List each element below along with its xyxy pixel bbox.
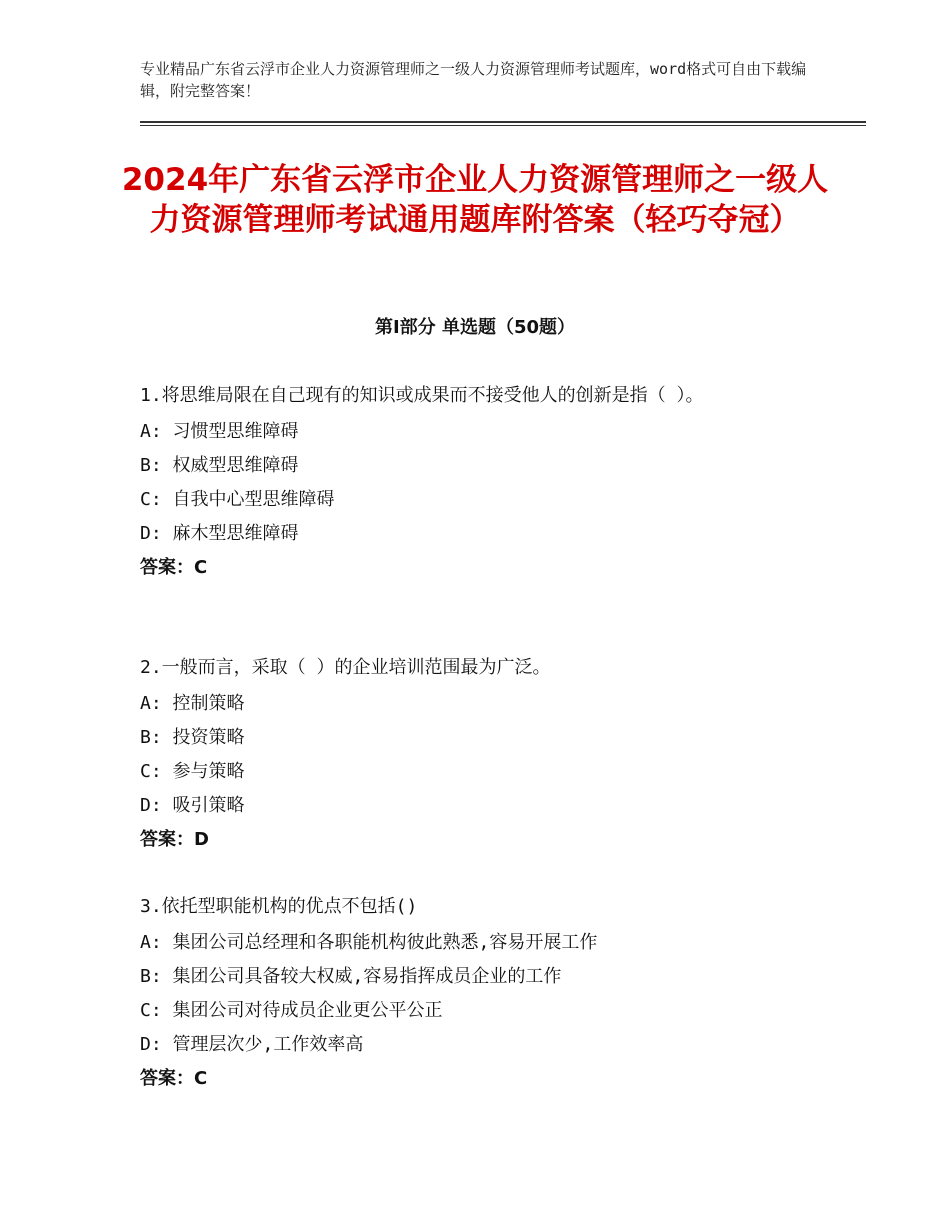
option-letter: C: [140, 761, 162, 782]
option-text: 集团公司具备较大权威,容易指挥成员企业的工作 [172, 966, 562, 987]
option-text: 习惯型思维障碍 [172, 421, 299, 442]
question-1 [140, 381, 820, 585]
option-b [140, 960, 820, 994]
option-text: 集团公司对待成员企业更公平公正 [172, 1000, 443, 1021]
option-b [140, 449, 820, 483]
option-c [140, 994, 820, 1028]
header-note: 专业精品广东省云浮市企业人力资源管理师之一级人力资源管理师考试题库，word格式可自由下载编辑，附完整答案！ [140, 60, 807, 100]
divider-thin-line [140, 125, 866, 126]
option-text: 投资策略 [172, 727, 245, 748]
option-text: 集团公司总经理和各职能机构彼此熟悉,容易开展工作 [172, 932, 598, 953]
option-text: 管理层次少,工作效率高 [172, 1034, 364, 1055]
answer-text: 答案：D [140, 829, 209, 850]
option-letter: D: [140, 1034, 162, 1055]
document-title: 2024年广东省云浮市企业人力资源管理师之一级人力资源管理师考试通用题库附答案（轻巧夺冠） [121, 162, 829, 238]
option-c [140, 755, 820, 789]
answer-text: 答案：C [140, 1068, 208, 1089]
option-letter: D: [140, 523, 162, 544]
option-d [140, 517, 820, 551]
option-a [140, 687, 820, 721]
option-letter: C: [140, 1000, 162, 1021]
option-text: 自我中心型思维障碍 [172, 489, 335, 510]
option-text: 麻木型思维障碍 [172, 523, 299, 544]
option-a [140, 415, 820, 449]
divider-thick-line [140, 121, 866, 123]
option-a [140, 926, 820, 960]
question-stem: 3.依托型职能机构的优点不包括() [140, 896, 418, 917]
option-letter: B: [140, 727, 162, 748]
option-c [140, 483, 820, 517]
question-stem: 1.将思维局限在自己现有的知识或成果而不接受他人的创新是指（ ）。 [140, 385, 704, 406]
option-letter: A: [140, 932, 162, 953]
option-text: 控制策略 [172, 693, 245, 714]
option-d [140, 1028, 820, 1062]
option-letter: A: [140, 693, 162, 714]
option-letter: B: [140, 966, 162, 987]
option-text: 吸引策略 [172, 795, 245, 816]
question-stem: 2.一般而言，采取（ ）的企业培训范围最为广泛。 [140, 657, 551, 678]
option-letter: A: [140, 421, 162, 442]
header-divider [140, 121, 866, 127]
option-text: 参与策略 [172, 761, 245, 782]
option-letter: B: [140, 455, 162, 476]
option-b [140, 721, 820, 755]
option-text: 权威型思维障碍 [172, 455, 299, 476]
question-2 [140, 653, 820, 857]
option-letter: D: [140, 795, 162, 816]
section-title: 第Ⅰ部分 单选题（50题） [374, 317, 575, 338]
answer-text: 答案：C [140, 557, 208, 578]
option-letter: C: [140, 489, 162, 510]
question-3 [140, 892, 820, 1096]
option-d [140, 789, 820, 823]
